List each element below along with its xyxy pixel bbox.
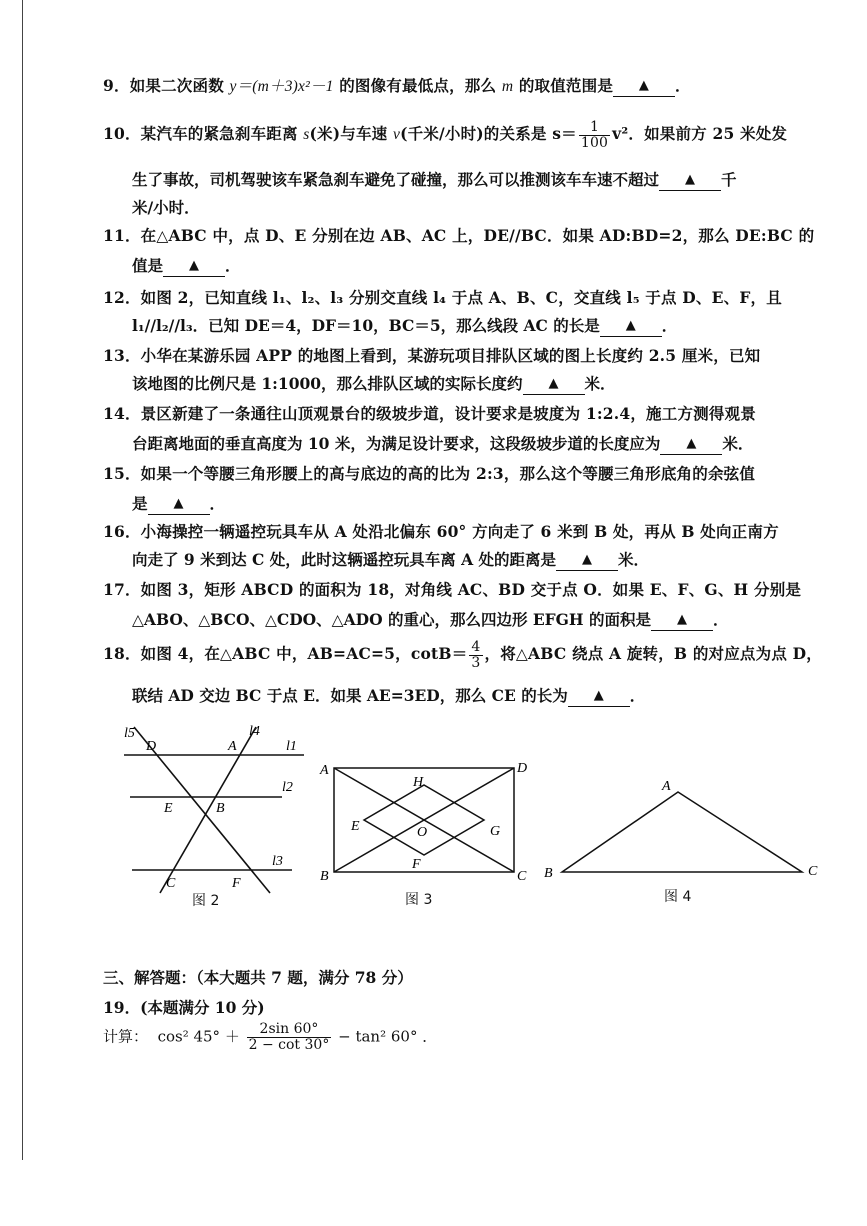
figure-3-caption: 图 3 bbox=[405, 892, 433, 908]
question-14: 14．景区新建了一条通往山顶观景台的级坡步道，设计要求是坡度为 1:2.4，施工方测得观景 bbox=[103, 404, 756, 423]
answer-blank[interactable]: ▲ bbox=[600, 316, 662, 337]
answer-blank[interactable]: ▲ bbox=[568, 686, 630, 707]
answer-blank[interactable]: ▲ bbox=[659, 170, 721, 191]
label-B: B bbox=[216, 801, 225, 816]
question-17-line2: △ABO、△BCO、△CDO、△ADO 的重心，那么四边形 EFGH 的面积是 ▲ ． bbox=[132, 610, 729, 629]
question-18: 18．如图 4，在△ABC 中，AB=AC=5，cotB＝ $\frac{4}{3}$ ，将△ABC 绕点 A 旋转，B 的对应点为点 D， bbox=[103, 638, 822, 671]
label-l5: l5 bbox=[124, 726, 135, 741]
question-11-line2: 值是 ▲ ． bbox=[132, 256, 241, 275]
label-l3: l3 bbox=[272, 854, 283, 869]
label-H: H bbox=[413, 775, 424, 790]
question-15: 15．如果一个等腰三角形腰上的高与底边的高的比为 2:3，那么这个等腰三角形底角的余弦值 bbox=[103, 464, 756, 483]
question-10-line3: 米/小时． bbox=[132, 198, 200, 217]
question-19-expression: 计算： cos² 45° ＋ $\frac{2\sin 60^\circ}{2 - \cot 30^\circ}$ − tan² 60° ． bbox=[103, 1021, 438, 1053]
label-C: C bbox=[166, 876, 176, 891]
question-19-header: 19．(本题满分 10 分) bbox=[103, 998, 265, 1017]
label-O: O bbox=[417, 825, 428, 840]
answer-blank[interactable]: ▲ bbox=[163, 256, 225, 277]
question-11: 11．在△ABC 中，点 D、E 分别在边 AB、AC 上，DE//BC．如果 AD:BD=2，那么 DE:BC 的 bbox=[103, 226, 815, 245]
figure-2 bbox=[118, 715, 318, 895]
question-13-line2: 该地图的比例尺是 1:1000，那么排队区域的实际长度约 ▲ 米． bbox=[132, 374, 616, 393]
answer-blank[interactable]: ▲ bbox=[556, 550, 618, 571]
question-16-line2: 向走了 9 米到达 C 处，此时这辆遥控玩具车离 A 处的距离是 ▲ 米． bbox=[132, 550, 650, 569]
question-12-line2: l₁//l₂//l₃．已知 DE＝4，DF＝10，BC＝5，那么线段 AC 的长是 ▲ ． bbox=[132, 316, 678, 335]
label-F: F bbox=[412, 857, 421, 872]
label-A: A bbox=[662, 779, 671, 794]
question-10: 10．某汽车的紧急刹车距离 s(米)与车速 v(千米/小时)的关系是 s＝ $\frac{1}{100}$ v²．如果前方 25 米处发 bbox=[103, 118, 788, 151]
question-12: 12．如图 2，已知直线 l₁、l₂、l₃ 分别交直线 l₄ 于点 A、B、C，交直线 l₅ 于点 D、E、F，且 bbox=[103, 288, 782, 307]
line-l4 bbox=[160, 727, 256, 893]
question-18-line2: 联结 AD 交边 BC 于点 E．如果 AE=3ED，那么 CE 的长为 ▲ ． bbox=[132, 686, 646, 705]
answer-blank[interactable]: ▲ bbox=[660, 434, 722, 455]
fraction: $\frac{2\sin 60^\circ}{2 - \cot 30^\circ}$ bbox=[248, 1021, 330, 1053]
question-9: 9．如果二次函数 y＝(m＋3)x²－1 的图像有最低点，那么 m 的取值范围是 ▲ ． bbox=[103, 76, 691, 95]
margin-line bbox=[22, 0, 23, 1160]
figure-3 bbox=[316, 756, 536, 886]
figure-4-caption: 图 4 bbox=[664, 889, 692, 905]
question-10-line2: 生了事故，司机驾驶该车紧急刹车避免了碰撞，那么可以推测该车车速不超过 ▲ 千 bbox=[132, 170, 737, 189]
question-15-line2: 是 ▲ ． bbox=[132, 494, 226, 513]
label-C: C bbox=[517, 869, 527, 884]
label-F: F bbox=[232, 876, 241, 891]
label-B: B bbox=[320, 869, 329, 884]
answer-blank[interactable]: ▲ bbox=[523, 374, 585, 395]
figure-2-caption: 图 2 bbox=[192, 893, 220, 909]
figure-4 bbox=[540, 776, 830, 886]
label-l4: l4 bbox=[249, 724, 260, 739]
label-A: A bbox=[320, 763, 329, 778]
label-E: E bbox=[351, 819, 360, 834]
label-A: A bbox=[228, 739, 237, 754]
question-16: 16．小海操控一辆遥控玩具车从 A 处沿北偏东 60° 方向走了 6 米到 B 处，再从 B 处向正南方 bbox=[103, 522, 779, 541]
label-C: C bbox=[808, 864, 818, 879]
label-B: B bbox=[544, 866, 553, 881]
answer-blank[interactable]: ▲ bbox=[651, 610, 713, 631]
fraction: $\frac{4}{3}$ bbox=[471, 638, 481, 671]
answer-blank[interactable]: ▲ bbox=[148, 494, 210, 515]
label-D: D bbox=[146, 739, 157, 754]
label-E: E bbox=[164, 801, 173, 816]
label-G: G bbox=[490, 824, 501, 839]
label-D: D bbox=[517, 761, 528, 776]
answer-blank[interactable]: ▲ bbox=[613, 76, 675, 97]
question-17: 17．如图 3，矩形 ABCD 的面积为 18，对角线 AC、BD 交于点 O．如果 E、F、G、H 分别是 bbox=[103, 580, 802, 599]
fraction: $\frac{1}{100}$ bbox=[580, 118, 609, 151]
label-l2: l2 bbox=[282, 780, 293, 795]
section-3-title: 三、解答题：（本大题共 7 题，满分 78 分） bbox=[103, 968, 413, 987]
label-l1: l1 bbox=[286, 739, 297, 754]
triangle-abc bbox=[562, 792, 802, 872]
question-14-line2: 台距离地面的垂直高度为 10 米，为满足设计要求，这段级坡步道的长度应为 ▲ 米． bbox=[132, 434, 754, 453]
question-13: 13．小华在某游乐园 APP 的地图上看到，某游玩项目排队区域的图上长度约 2.5 厘米，已知 bbox=[103, 346, 761, 365]
